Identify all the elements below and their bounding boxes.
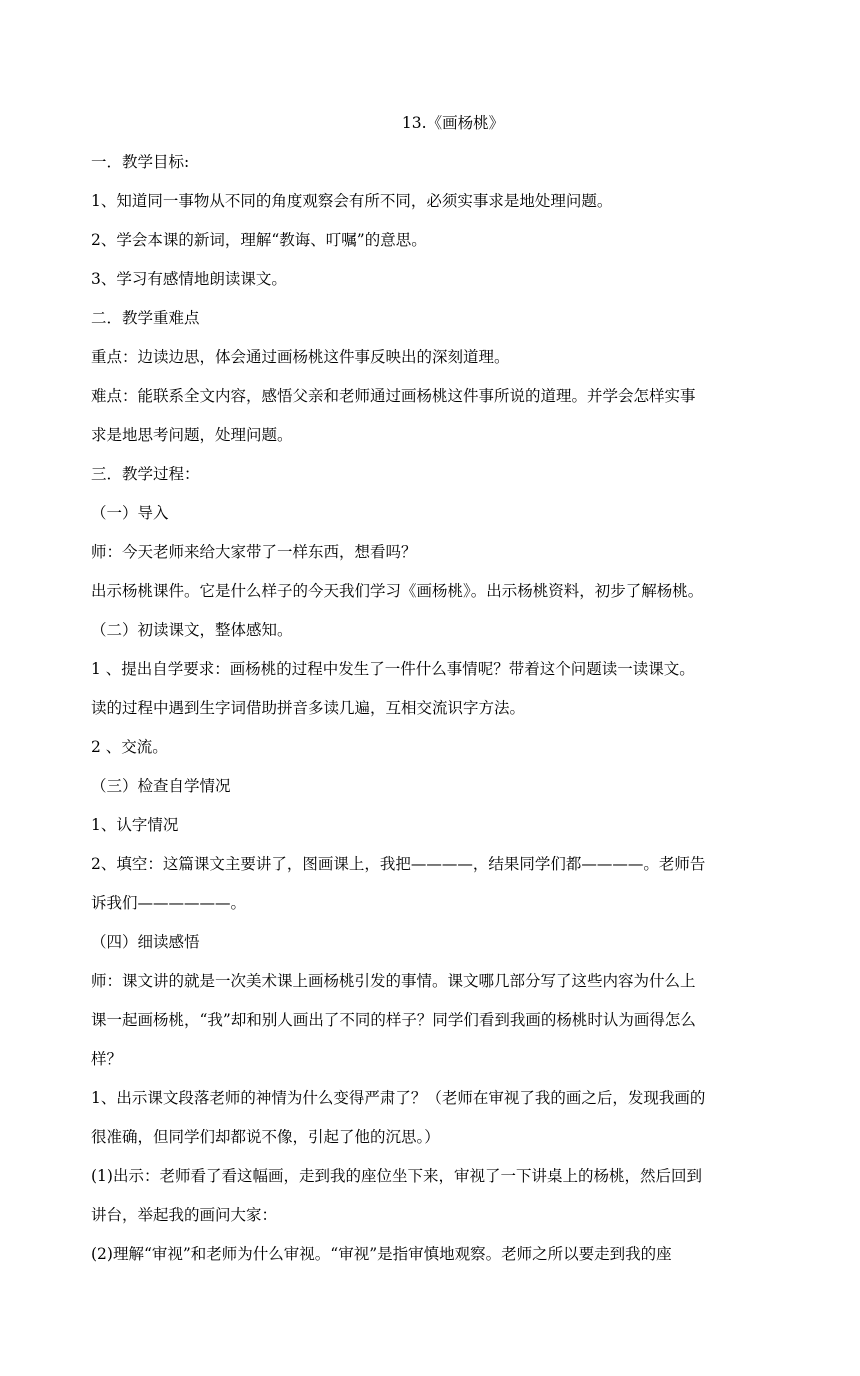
text-line: 诉我们——————。: [91, 894, 247, 912]
section-close-reading: （四）细读感悟: [91, 933, 200, 951]
difficult-point-line-2: 求是地思考问题，处理问题。: [91, 426, 293, 444]
section-first-reading: （二）初读课文，整体感知。: [91, 621, 293, 639]
section-self-study-check: （三）检查自学情况: [91, 777, 231, 795]
text-line: 课一起画杨桃，“我”却和别人画出了不同的样子？同学们看到我画的杨桃时认为画得怎么: [91, 1011, 696, 1029]
goal-1: 1、知道同一事物从不同的角度观察会有所不同，必须实事求是地处理问题。: [91, 192, 613, 210]
text-line: 1、出示课文段落老师的神情为什么变得严肃了？（老师在审视了我的画之后，发现我画的: [91, 1089, 706, 1107]
text-line: 师：课文讲的就是一次美术课上画杨桃引发的事情。课文哪几部分写了这些内容为什么上: [91, 972, 696, 990]
text-line: (1)出示：老师看了看这幅画，走到我的座位坐下来，审视了一下讲桌上的杨桃，然后回到: [91, 1167, 702, 1185]
text-line: 读的过程中遇到生字词借助拼音多读几遍，互相交流识字方法。: [91, 699, 526, 717]
key-point: 重点：边读边思，体会通过画杨桃这件事反映出的深刻道理。: [91, 348, 510, 366]
text-line: (2)理解“审视”和老师为什么审视。“审视”是指审慎地观察。老师之所以要走到我的座: [91, 1245, 672, 1263]
text-line: 讲台，举起我的画问大家：: [91, 1206, 278, 1224]
text-line: 出示杨桃课件。它是什么样子的今天我们学习《画杨桃》。出示杨桃资料，初步了解杨桃。: [91, 582, 704, 600]
document-body: [91, 104, 771, 1274]
heading-key-points: 二．教学重难点: [91, 309, 200, 327]
document-title: 13.《画杨桃》: [401, 114, 505, 132]
heading-teaching-process: 三．教学过程：: [91, 465, 200, 483]
text-line: 很准确，但同学们却都说不像，引起了他的沉思。）: [91, 1128, 440, 1146]
goal-3: 3、学习有感情地朗读课文。: [91, 270, 287, 288]
text-line: 2、填空：这篇课文主要讲了，图画课上，我把————，结果同学们都————。老师告: [91, 855, 706, 873]
text-line: 师：今天老师来给大家带了一样东西，想看吗？: [91, 543, 417, 561]
difficult-point-line-1: 难点：能联系全文内容，感悟父亲和老师通过画杨桃这件事所说的道理。并学会怎样实事: [91, 387, 696, 405]
text-line: 1 、提出自学要求：画杨桃的过程中发生了一件什么事情呢？带着这个问题读一读课文。: [91, 660, 695, 678]
section-introduction: （一）导入: [91, 504, 169, 522]
goal-2: 2、学会本课的新词，理解“教诲、叮嘱”的意思。: [91, 231, 427, 249]
text-line: 2 、交流。: [91, 738, 168, 756]
heading-teaching-goals: 一．教学目标:: [91, 153, 190, 171]
text-line: 1、认字情况: [91, 816, 179, 834]
text-line: 样？: [91, 1050, 123, 1068]
